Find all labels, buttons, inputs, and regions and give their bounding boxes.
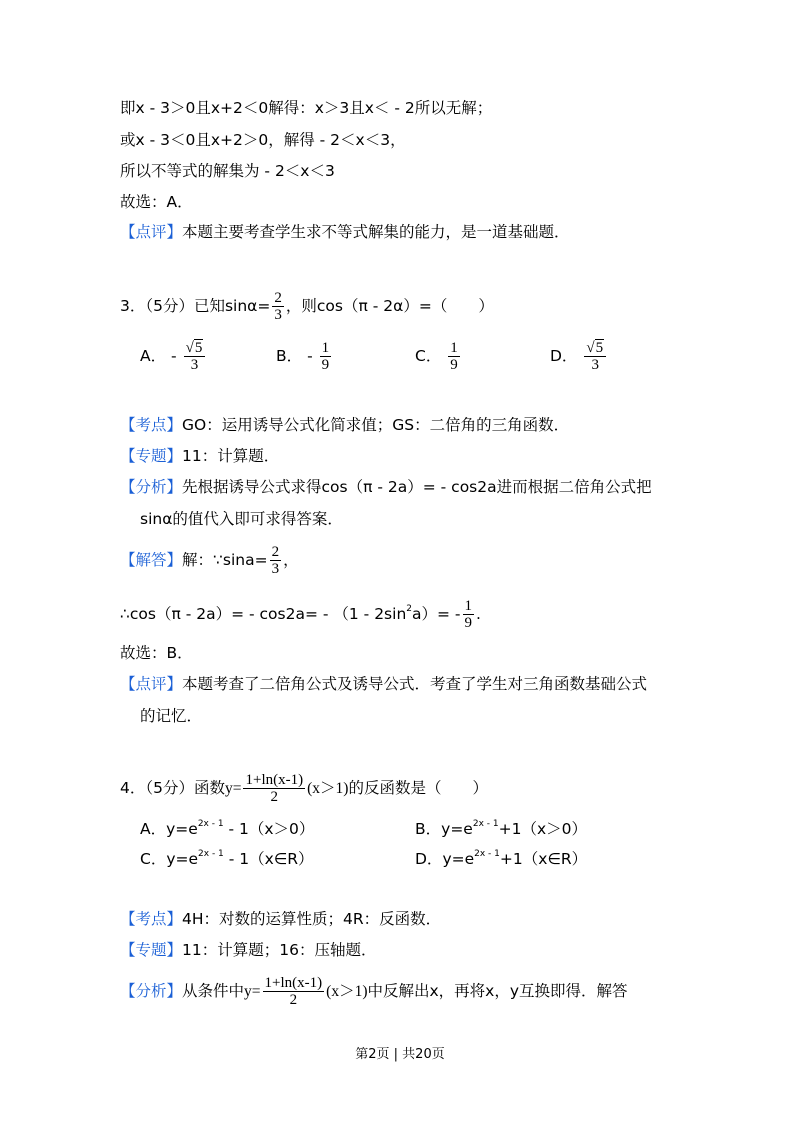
topic-tag: 【专题】 [120,447,183,465]
option-exponent: 2x - 1 [198,848,224,859]
question-4-stem-text-2: 的反函数是（ ） [348,779,488,797]
analysis-tag: 【分析】 [120,478,183,496]
option-text-2: - 1（x∈R） [223,850,314,868]
option-label: B． [276,347,303,365]
solution-text-2: ， [283,551,299,569]
question-3-stem [120,290,494,323]
option-text-2: +1（x＞0） [498,820,587,838]
comment-text: 本题主要考查学生求不等式解集的能力，是一道基础题． [182,223,570,241]
q3-comment [120,673,647,695]
domain-condition: (x＞1) [307,780,349,797]
solution-line-2: 或x - 3＜0且x+2＞0，解得 - 2＜x＜3， [120,131,406,149]
equation-lhs: y= [244,983,261,1000]
analysis-tag: 【分析】 [120,982,183,1000]
solution-text: 解：∵sina= [182,551,268,569]
page-footer: 第2页 | 共20页 [355,1047,445,1062]
fraction-denominator: 9 [464,615,473,631]
analysis-text: 先根据诱导公式求得cos（π - 2a）= - cos2a进而根据二倍角公式把 [182,478,652,496]
option-exponent: 2x - 1 [474,848,500,859]
question-3-option-c [415,340,462,373]
solution-line-1: 即x - 3＞0且x+2＜0解得：x＞3且x＜ - 2所以无解； [120,99,493,117]
option-text: y=e [441,820,473,838]
question-3-stem-text-2: ，则cos（π - 2α）=（ ） [285,297,494,315]
q3-topic [120,445,279,467]
analysis-text-2: 中反解出x，再将x，y互换即得．解答 [367,982,628,1000]
option-text: y=e [442,850,475,868]
knowledge-tag: 【考点】 [120,910,183,928]
option-sign: - [171,347,177,365]
fraction-numerator: 1 [450,340,458,356]
answer-choice-line: 故选：A． [120,193,193,211]
fraction [270,544,282,577]
question-4-option-d [415,848,587,870]
fraction-denominator: 3 [274,307,282,323]
topic-tag: 【专题】 [120,941,183,959]
option-text-2: - 1（x＞0） [223,820,315,838]
knowledge-text: 4H：对数的运算性质；4R：反函数． [182,910,442,928]
fraction-numerator: 1+ln(x-1) [264,975,323,991]
q4-knowledge-point [120,908,441,930]
option-label: D． [415,850,443,868]
calc-text: ∴cos（π - 2a）= - cos2a= - （1 - 2sin [120,605,407,623]
question-3-option-d [550,340,608,373]
option-text: y=e [166,820,198,838]
fraction [448,340,460,373]
fraction [463,598,475,631]
radicand: 5 [595,340,604,356]
solution-tag: 【解答】 [120,551,183,569]
fraction-numerator: 1 [321,340,330,356]
option-text-2: +1（x∈R） [499,850,588,868]
question-4-option-c [140,848,314,870]
fraction [320,340,332,373]
q4-topic [120,939,376,961]
option-label: A． [140,820,167,838]
option-label: C． [140,850,167,868]
calc-exponent: 2 [406,603,413,614]
fraction [272,290,284,323]
comment-tag: 【点评】 [120,223,183,241]
topic-text: 11：计算题；16：压轴题． [182,941,377,959]
option-label: D． [550,347,578,365]
fraction-denominator: 3 [591,357,599,373]
fraction-denominator: 3 [271,561,280,577]
equation-lhs: y= [224,780,242,797]
question-4-option-b [415,818,587,840]
comment-line [120,221,570,243]
option-exponent: 2x - 1 [472,818,499,829]
question-3-option-b [276,340,333,373]
fraction-denominator: 2 [289,992,298,1008]
fraction-denominator: 9 [450,357,458,373]
fraction-denominator: 3 [190,357,199,373]
q3-calculation [120,598,481,631]
sqrt-fraction: $\frac{√5}{3}$ [584,340,606,373]
comment-tag: 【点评】 [120,675,183,693]
question-4-option-a [140,818,314,840]
fraction [263,975,325,1008]
option-label: C． [415,347,442,365]
option-label: A． [140,347,167,365]
option-text: y=e [166,850,199,868]
fraction-numerator: 2 [274,290,282,306]
q3-comment-cont: 的记忆． [140,707,203,725]
radicand: 5 [194,340,203,356]
question-3-stem-text: 3．（5分）已知sinα= [120,297,271,315]
knowledge-text: GO：运用诱导公式化简求值；GS：二倍角的三角函数． [182,416,570,434]
q3-analysis [120,476,652,498]
q4-analysis [120,975,628,1008]
q3-knowledge-point [120,414,569,436]
knowledge-tag: 【考点】 [120,416,183,434]
fraction-numerator: 1 [464,598,473,614]
sqrt-fraction: $\frac{√5}{3}$ [184,340,206,373]
option-label: B． [415,820,442,838]
calc-text-2: a）= - [412,605,461,623]
topic-text: 11：计算题． [182,447,280,465]
option-exponent: 2x - 1 [197,818,224,829]
q3-answer: 故选：B． [120,644,193,662]
fraction-denominator: 2 [270,789,279,805]
calc-text-3: . [476,605,481,623]
question-4-stem [120,772,488,805]
q3-analysis-cont: sinα的值代入即可求得答案． [140,510,343,528]
fraction-denominator: 9 [321,357,330,373]
fraction-numerator: 2 [271,544,280,560]
option-sign: - [307,347,313,365]
domain-condition: (x＞1) [326,983,368,1000]
analysis-text: 从条件中 [182,982,245,1000]
question-4-stem-text: 4．（5分）函数 [120,779,225,797]
question-3-option-a [140,340,207,373]
comment-text: 本题考查了二倍角公式及诱导公式．考查了学生对三角函数基础公式 [182,675,648,693]
solution-line-3: 所以不等式的解集为 - 2＜x＜3 [120,162,335,180]
fraction [243,772,305,805]
q3-solution [120,544,299,577]
fraction-numerator: 1+ln(x-1) [245,772,304,788]
